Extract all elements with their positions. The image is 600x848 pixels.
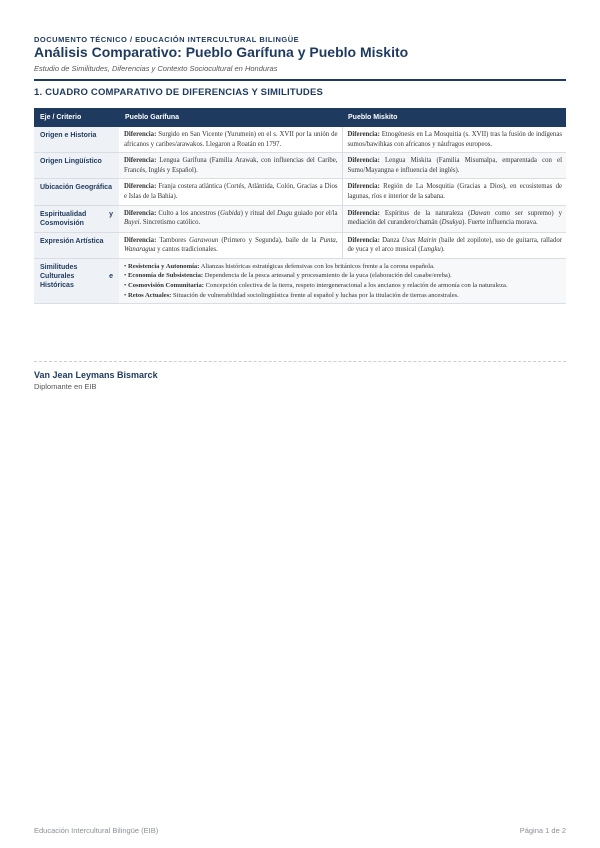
difference-label: Diferencia: (347, 131, 380, 138)
cell-text: ). Fuerte influencia morava. (462, 219, 538, 227)
similarity-item: • Resistencia y Autonomía: Alianzas históricas estratégicas defensivas con los británicos frente a la corona española. (124, 262, 435, 270)
cell-italic-term: Dsukya (441, 219, 463, 227)
cell-italic-term: Wanaragua (124, 246, 156, 254)
cell-text: Danza (382, 236, 402, 244)
table-row (34, 205, 566, 232)
row-criterion: Origen e Historia (34, 127, 119, 153)
difference-label: Diferencia: (124, 236, 157, 244)
difference-label: Diferencia: (124, 183, 157, 191)
cell-text: Culto a los ancestros ( (158, 209, 221, 217)
similarity-text: Dependencia de la pesca artesanal y procesamiento de la yuca (elaboración del casabe/ereba). (204, 272, 452, 280)
cell-text: Lengua Miskita (Familia Misumalpa, emparentada con el Sumo/Mayangna e influencia del inglés). (347, 157, 563, 174)
difference-label: Diferencia: (347, 236, 380, 244)
row-criterion: Ubicación Geográfica (34, 179, 119, 205)
similarity-label: Cosmovisión Comunitaria: (127, 281, 204, 289)
similarity-item: • Retos Actuales: Situación de vulnerabilidad sociolingüística frente al español y luchas por la titulación de tierras ancestrales. (124, 291, 459, 299)
similarity-item: • Cosmovisión Comunitaria: Concepción colectiva de la tierra, respeto intergeneracional a los ancianos y relación de armonía con la naturaleza. (124, 281, 508, 289)
cell-italic-term: Usus Mairin (401, 236, 437, 244)
cell-garifuna (119, 153, 342, 179)
document-subtitle: Estudio de Similitudes, Diferencias y Contexto Sociocultural en Honduras (34, 64, 278, 73)
cell-italic-term: Punta (319, 236, 336, 244)
similarity-label: Resistencia y Autonomía: (127, 262, 200, 270)
signature-divider (34, 361, 566, 362)
footer-left-text: Educación Intercultural Bilingüe (EIB) (34, 826, 159, 835)
cell-text: Espíritus de la naturaleza ( (384, 209, 471, 217)
cell-text: y cantos tradicionales. (155, 246, 218, 254)
section-title: 1. CUADRO COMPARATIVO DE DIFERENCIAS Y SIMILITUDES (34, 87, 324, 98)
cell-text: (Primero y Segunda), baile de la (218, 236, 320, 244)
document-title: Análisis Comparativo: Pueblo Garífuna y Pueblo Miskito (34, 44, 409, 60)
cell-garifuna (119, 127, 342, 153)
table-row-similarities (34, 258, 566, 303)
difference-label: Diferencia: (347, 183, 380, 191)
cell-italic-term: Dugu (277, 209, 293, 217)
cell-miskito (342, 232, 566, 258)
cell-italic-term: Dawan (470, 209, 490, 217)
cell-italic-term: Buyei (124, 219, 140, 227)
cell-miskito (342, 205, 566, 232)
cell-italic-term: Gubida (220, 209, 241, 217)
author-name: Van Jean Leymans Bismarck (34, 370, 158, 380)
comparison-table (34, 108, 566, 304)
cell-garifuna (119, 179, 342, 205)
cell-miskito (342, 179, 566, 205)
table-header-row (34, 108, 566, 127)
table-row (34, 153, 566, 179)
similarity-text: Concepción colectiva de la tierra, respeto intergeneracional a los ancianos y relación de armonía con la naturaleza. (205, 281, 508, 289)
row-criterion: Expresión Artística (34, 232, 119, 258)
page-number: Página 1 de 2 (519, 826, 566, 835)
author-role: Diplomante en EIB (34, 382, 97, 391)
row-criterion: Similitudes Culturales e Históricas (34, 258, 119, 303)
cell-garifuna (119, 205, 342, 232)
header-criterion: Eje / Criterio (34, 108, 119, 127)
cell-text: Lengua Garífuna (Familia Arawak, con influencias del Caribe, Francés, Inglés y Español). (124, 157, 338, 174)
difference-label: Diferencia: (124, 157, 157, 165)
cell-miskito (342, 127, 566, 153)
similarity-label: Economía de Subsistencia: (127, 272, 204, 280)
header-divider (34, 79, 566, 81)
cell-text: guiado por el/la (292, 209, 338, 217)
header-garifuna: Pueblo Garífuna (119, 108, 342, 127)
document-page (34, 0, 566, 848)
difference-label: Diferencia: (347, 157, 380, 165)
similarity-text: Situación de vulnerabilidad sociolingüística frente al español y luchas por la titulación de tierras ancestrales. (173, 291, 459, 299)
difference-label: Diferencia: (347, 209, 380, 217)
similarity-item: • Economía de Subsistencia: Dependencia de la pesca artesanal y procesamiento de la yuca (elaboración del casabe/ereba). (124, 272, 452, 280)
cell-italic-term: Garawoun (189, 236, 219, 244)
difference-label: Diferencia: (124, 131, 157, 138)
table-row (34, 179, 566, 205)
cell-text: . Sincretismo católico. (139, 219, 201, 227)
table-row (34, 127, 566, 153)
cell-text: , (335, 236, 338, 244)
cell-text: Tambores (159, 236, 190, 244)
cell-text: Surgido en San Vicente (Yurumein) en el s. XVII por la unión de africanos y caribes/arawakos. Llegaron a Roatán en 1797. (124, 131, 338, 148)
similarity-label: Retos Actuales: (127, 291, 172, 299)
row-criterion: Espiritualidad y Cosmovisión (34, 205, 119, 232)
cell-text: Etnogénesis en La Mosquitia (s. XVII) tras la fusión de indígenas sumos/bawihkas con africanos y náufragos europeos. (347, 131, 562, 148)
cell-text: ) y ritual del (240, 209, 278, 217)
cell-text: Región de La Mosquitia (Gracias a Dios), en ecosistemas de lagunas, ríos e interior de la sabana. (347, 183, 562, 200)
cell-text: (baile del zopilote), uso de guitarra, rallador de yuca y el arco musical ( (347, 236, 563, 254)
similarity-text: Alianzas históricas estratégicas defensivas con los británicos frente a la corona española. (200, 262, 435, 270)
cell-miskito (342, 153, 566, 179)
header-miskito: Pueblo Miskito (342, 108, 566, 127)
cell-similarities (119, 258, 566, 303)
cell-text: Franja costera atlántica (Cortés, Atlántida, Colón, Gracias a Dios e Islas de la Bahía). (124, 183, 338, 200)
row-criterion: Origen Lingüístico (34, 153, 119, 179)
table-row (34, 232, 566, 258)
cell-text: como ser supremo) y mediación del curandero/chamán ( (347, 209, 562, 227)
document-kicker: DOCUMENTO TÉCNICO / EDUCACIÓN INTERCULTURAL BILINGÜE (34, 35, 300, 44)
cell-garifuna (119, 232, 342, 258)
difference-label: Diferencia: (124, 209, 157, 217)
cell-text: ). (440, 246, 445, 254)
cell-italic-term: Lungku (420, 246, 441, 254)
